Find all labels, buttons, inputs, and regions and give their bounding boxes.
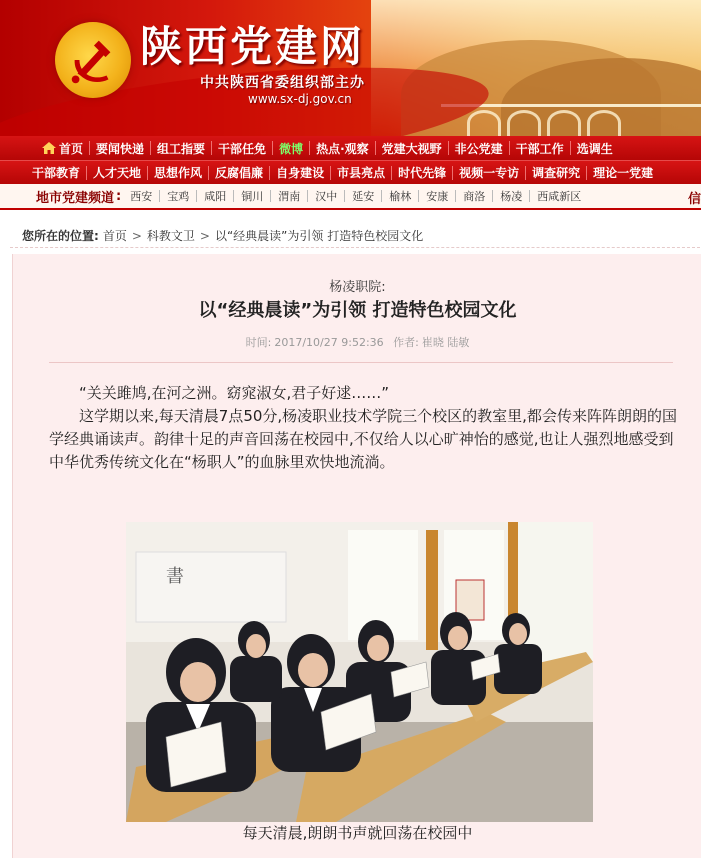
article-time-label: 时间: — [245, 336, 272, 349]
nav-separator — [272, 141, 273, 155]
nav-item-anticorruption[interactable]: 反腐倡廉 — [215, 166, 264, 180]
breadcrumb-separator-icon: > — [131, 228, 142, 243]
region-link[interactable]: 渭南 — [278, 190, 301, 203]
nav-separator — [570, 141, 571, 155]
nav-separator — [147, 166, 148, 180]
article-paragraph: 这学期以来,每天清晨7点50分,杨凌职业技术学院三个校区的教室里,都会传来阵阵朗朗的国学经典诵读声。韵律十足的声音回荡在校园中,不仅给人以心旷神怡的感觉,也让人强烈地感受到中华优秀传统文化在“杨职人”的血脉里欢快地流淌。 — [49, 407, 677, 471]
nav-item-appointments[interactable]: 干部任免 — [218, 141, 267, 156]
breadcrumb-current[interactable]: 以“经典晨读”为引领 打造特色校园文化 — [214, 229, 424, 243]
site-subtitle: 中共陕西省委组织部主办 — [200, 75, 365, 91]
nav-separator — [452, 166, 453, 180]
nav-separator — [525, 166, 526, 180]
nav-item-video[interactable]: 视频一专访 — [459, 166, 520, 180]
article-meta — [13, 334, 701, 350]
nav-separator — [309, 141, 310, 155]
secondary-nav — [0, 160, 701, 184]
bridge-arch — [507, 110, 541, 136]
nav-separator — [586, 166, 587, 180]
photo-caption: 每天清晨,朗朗书声就回荡在校园中 — [242, 824, 473, 842]
nav-separator — [86, 166, 87, 180]
article-photo[interactable] — [126, 522, 593, 822]
article-body — [49, 382, 681, 474]
nav-separator — [375, 141, 376, 155]
breadcrumb-separator-icon: > — [199, 228, 210, 243]
region-link[interactable]: 延安 — [352, 190, 375, 203]
nav-item-selected[interactable]: 选调生 — [576, 141, 613, 156]
nav-item-talent[interactable]: 人才天地 — [93, 166, 142, 180]
nav-item-research[interactable]: 调查研究 — [532, 166, 581, 180]
region-link[interactable]: 宝鸡 — [167, 190, 190, 203]
nav-item-cadre-work[interactable]: 干部工作 — [515, 141, 564, 156]
nav-item-hotspot[interactable]: 热点·观察 — [316, 141, 369, 156]
nav-item-self-building[interactable]: 自身建设 — [276, 166, 325, 180]
svg-text:書: 書 — [166, 566, 184, 587]
article-title: 以“经典晨读”为引领 打造特色校园文化 — [198, 300, 517, 321]
nav-item-label: 首页 — [59, 141, 84, 156]
bridge-arch — [467, 110, 501, 136]
breadcrumb-home-link[interactable]: 首页 — [102, 229, 127, 243]
primary-nav — [0, 136, 701, 160]
region-link[interactable]: 西咸新区 — [537, 190, 582, 203]
region-link[interactable]: 榆林 — [389, 190, 412, 203]
home-icon — [42, 142, 56, 154]
nav-item-weibo[interactable]: 微博 — [279, 141, 304, 156]
classroom-photo-illustration — [126, 522, 593, 822]
nav-item-guidance[interactable]: 组工指要 — [157, 141, 206, 156]
article-time: 2017/10/27 9:52:36 — [274, 336, 384, 349]
region-channel-label: 地市党建频道 — [36, 190, 115, 206]
nav-separator — [269, 166, 270, 180]
article — [12, 254, 701, 858]
nav-separator — [330, 166, 331, 180]
nav-item-nonpublic[interactable]: 非公党建 — [454, 141, 503, 156]
region-channel-colon: : — [116, 188, 122, 204]
region-link[interactable]: 西安 — [130, 190, 153, 203]
nav-item-style[interactable]: 思想作风 — [154, 166, 203, 180]
nav-item-education[interactable]: 干部教育 — [32, 166, 81, 180]
site-url: www.sx-dj.gov.cn — [248, 92, 352, 106]
article-author-label: 作者: — [393, 336, 419, 349]
breadcrumb — [10, 224, 700, 248]
party-emblem-icon[interactable] — [55, 22, 131, 98]
nav-item-pioneers[interactable]: 时代先锋 — [398, 166, 447, 180]
region-channel-bar — [0, 184, 701, 210]
nav-separator — [391, 166, 392, 180]
region-link[interactable]: 杨凌 — [500, 190, 523, 203]
nav-item-vision[interactable]: 党建大视野 — [381, 141, 442, 156]
article-kicker: 杨凌职院: — [329, 280, 386, 295]
breadcrumb-category-link[interactable]: 科教文卫 — [146, 229, 195, 243]
region-link[interactable]: 咸阳 — [204, 190, 227, 203]
nav-item-home[interactable] — [36, 136, 89, 160]
region-link[interactable]: 铜川 — [241, 190, 264, 203]
nav-separator — [150, 141, 151, 155]
site-title[interactable]: 陕西党建网 — [140, 22, 366, 71]
bridge-arch — [547, 110, 581, 136]
region-link[interactable]: 汉中 — [315, 190, 338, 203]
nav-item-theory[interactable]: 理论一党建 — [593, 166, 654, 180]
nav-separator — [509, 141, 510, 155]
region-right-label[interactable]: 信 — [687, 192, 701, 207]
nav-separator — [89, 141, 90, 155]
nav-item-news[interactable]: 要闻快递 — [96, 141, 145, 156]
bridge-arch — [587, 110, 621, 136]
region-link[interactable]: 安康 — [426, 190, 449, 203]
nav-separator — [211, 141, 212, 155]
article-author: 崔晓 陆敏 — [421, 336, 470, 349]
region-link[interactable]: 商洛 — [463, 190, 486, 203]
article-paragraph: “关关雎鸠,在河之洲。窈窕淑女,君子好逑……” — [79, 384, 390, 402]
nav-separator — [208, 166, 209, 180]
nav-item-highlights[interactable]: 市县亮点 — [337, 166, 386, 180]
site-banner — [0, 0, 701, 136]
breadcrumb-label: 您所在的位置: — [22, 229, 99, 243]
meta-divider — [49, 362, 673, 363]
nav-separator — [448, 141, 449, 155]
